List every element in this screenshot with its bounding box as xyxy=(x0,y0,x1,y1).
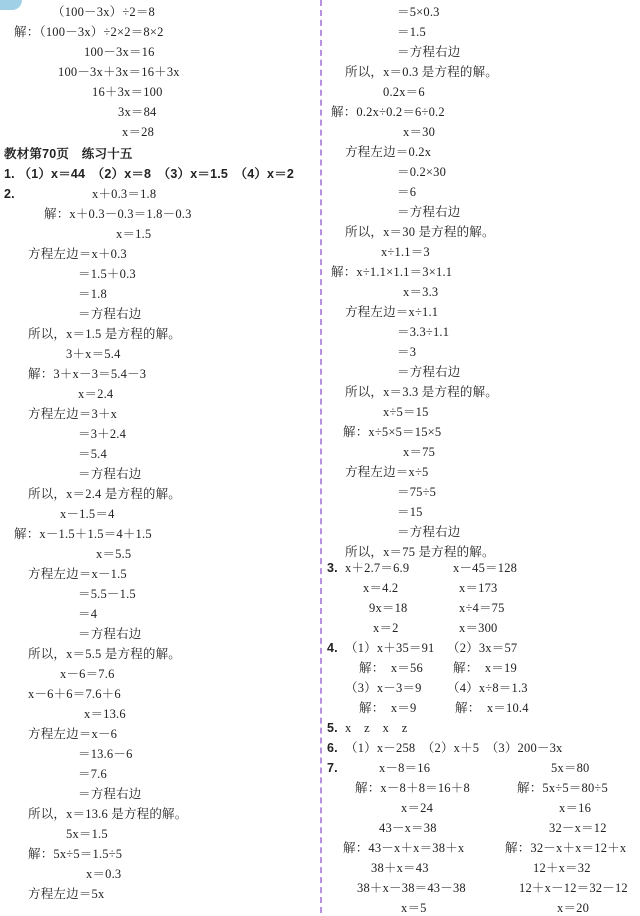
right-column-line: ＝5×0.3 xyxy=(397,5,440,19)
right-column-line: （3）x－3＝9 xyxy=(345,681,422,695)
left-column-line: x＝0.3 xyxy=(86,867,122,881)
right-column-line: 38＋x＝43 xyxy=(371,861,429,875)
left-column-line: ＝5.4 xyxy=(78,447,107,461)
left-column-line: 所以，x＝13.6 是方程的解。 xyxy=(28,807,188,821)
left-column-line: ＝方程右边 xyxy=(78,787,142,801)
right-column-line: x＝4.2 xyxy=(363,581,399,595)
left-column-line: 方程左边＝x＋0.3 xyxy=(28,247,127,261)
right-column-line: x＝30 xyxy=(403,125,436,139)
right-column-line: ＝3.3÷1.1 xyxy=(397,325,450,339)
right-column-line: （1）x＋35＝91 xyxy=(345,641,435,655)
right-column-line: x÷4＝75 xyxy=(459,601,505,615)
left-column-line: 所以，x＝2.4 是方程的解。 xyxy=(28,487,182,501)
right-column-line: 12＋x＝32 xyxy=(533,861,591,875)
left-column-line: x＝13.6 xyxy=(84,707,126,721)
left-column-line: ＝5.5－1.5 xyxy=(78,587,136,601)
left-column-line: x＝1.5 xyxy=(116,227,152,241)
right-column-line: ＝方程右边 xyxy=(397,45,461,59)
right-column-line: 所以，x＝3.3 是方程的解。 xyxy=(345,385,499,399)
left-column-line: ＝1.8 xyxy=(78,287,107,301)
left-column-line: 16＋3x＝100 xyxy=(92,85,163,99)
left-column-line: 2. xyxy=(4,187,15,201)
left-column-line: x－6＝7.6 xyxy=(60,667,115,681)
right-column-line: ＝75÷5 xyxy=(397,485,437,499)
left-column-line: x－6＋6＝7.6＋6 xyxy=(28,687,121,701)
left-column-line: 方程左边＝x－1.5 xyxy=(28,567,127,581)
left-column-line: ＝3＋2.4 xyxy=(78,427,127,441)
right-column-line: 解： x＝10.4 xyxy=(455,701,529,715)
right-column-line: 43－x＝38 xyxy=(379,821,437,835)
right-column-line: x＝16 xyxy=(559,801,592,815)
right-column-line: 解： x＝19 xyxy=(453,661,517,675)
left-column-line: （100－3x）÷2＝8 xyxy=(52,5,156,19)
right-column-line: 解：x÷1.1×1.1＝3×1.1 xyxy=(331,265,453,279)
right-column-line: x＋2.7＝6.9 xyxy=(345,561,410,575)
right-column-line: 方程左边＝x÷5 xyxy=(345,465,429,479)
right-column-line: 所以，x＝30 是方程的解。 xyxy=(345,225,495,239)
right-column-line: x－8＝16 xyxy=(379,761,431,775)
right-column-line: 解：43－x＋x＝38＋x xyxy=(343,841,465,855)
right-column-line: ＝方程右边 xyxy=(397,205,461,219)
right-column-line: x＝75 xyxy=(403,445,436,459)
right-column-line: 12＋x－12＝32－12 xyxy=(519,881,628,895)
left-column-line: 5x＝1.5 xyxy=(66,827,108,841)
left-column-line: 方程左边＝3＋x xyxy=(28,407,118,421)
left-column-line: 3＋x＝5.4 xyxy=(66,347,121,361)
right-column-line: 5. xyxy=(327,721,338,735)
right-column-line: 方程左边＝0.2x xyxy=(345,145,432,159)
left-column-line: 3x＝84 xyxy=(118,105,157,119)
left-column-line: 100－3x＝16 xyxy=(84,45,155,59)
right-column-line: 解：x－8＋8＝16＋8 xyxy=(355,781,470,795)
right-column-line: 7. xyxy=(327,761,338,775)
left-column-line: 100－3x＋3x＝16＋3x xyxy=(58,65,180,79)
column-divider xyxy=(320,0,322,913)
left-column-line: 解：3＋x－3＝5.4－3 xyxy=(28,367,147,381)
left-column-line: x＋0.3＝1.8 xyxy=(92,187,157,201)
right-column-line: 所以，x＝0.3 是方程的解。 xyxy=(345,65,499,79)
right-column-line: x z x z xyxy=(345,721,408,735)
right-column-line: 5x＝80 xyxy=(551,761,590,775)
right-column-line: x＝300 xyxy=(459,621,498,635)
right-column-line: 解：0.2x÷0.2＝6÷0.2 xyxy=(331,105,445,119)
left-column-line: x－1.5＝4 xyxy=(60,507,115,521)
left-column-line: 1. （1）x＝44 （2）x＝8 （3）x＝1.5 （4）x＝2 xyxy=(4,167,295,181)
left-column-line: ＝4 xyxy=(78,607,98,621)
right-column-line: 解： x＝56 xyxy=(359,661,423,675)
right-column-line: 32－x＝12 xyxy=(549,821,607,835)
left-column-line: ＝方程右边 xyxy=(78,307,142,321)
left-column-line: ＝7.6 xyxy=(78,767,107,781)
right-column-line: 38＋x－38＝43－38 xyxy=(357,881,466,895)
right-column-line: 解： x＝9 xyxy=(359,701,417,715)
right-column-line: 解：32－x＋x＝12＋x xyxy=(505,841,627,855)
left-column-line: x＝5.5 xyxy=(96,547,132,561)
left-column-line: 解：（100－3x）÷2×2＝8×2 xyxy=(14,25,164,39)
right-column-line: 6. xyxy=(327,741,338,755)
right-column-line: （2）3x＝57 xyxy=(447,641,518,655)
right-column-line: ＝方程右边 xyxy=(397,525,461,539)
right-column-line: （1）x－258 （2）x＋5 （3）200－3x xyxy=(345,741,563,755)
right-column-line: 解：x÷5×5＝15×5 xyxy=(343,425,442,439)
right-column-line: 4. xyxy=(327,641,338,655)
right-column-line: x÷5＝15 xyxy=(383,405,429,419)
left-column-line: x＝2.4 xyxy=(78,387,114,401)
right-column-line: x＝2 xyxy=(373,621,399,635)
right-column-line: x＝24 xyxy=(401,801,434,815)
right-column-line: ＝6 xyxy=(397,185,417,199)
left-column-line: ＝方程右边 xyxy=(78,627,142,641)
right-column-line: x÷1.1＝3 xyxy=(381,245,430,259)
left-column-line: 解：x－1.5＋1.5＝4＋1.5 xyxy=(14,527,152,541)
right-column-line: x－45＝128 xyxy=(453,561,518,575)
right-column-line: ＝1.5 xyxy=(397,25,426,39)
left-column-line: ＝13.6－6 xyxy=(78,747,133,761)
right-column-line: ＝15 xyxy=(397,505,423,519)
left-column-line: ＝1.5＋0.3 xyxy=(78,267,136,281)
left-column-line: x＝28 xyxy=(122,125,155,139)
right-column-line: 解：5x÷5＝80÷5 xyxy=(517,781,608,795)
left-column-line: 解：x＋0.3－0.3＝1.8－0.3 xyxy=(44,207,192,221)
right-column-line: 所以，x＝75 是方程的解。 xyxy=(345,545,495,559)
right-column-line: 方程左边＝x÷1.1 xyxy=(345,305,439,319)
left-column-line: ＝方程右边 xyxy=(78,467,142,481)
left-column-line: 所以，x＝5.5 是方程的解。 xyxy=(28,647,182,661)
right-column-line: x＝173 xyxy=(459,581,498,595)
right-column-line: ＝3 xyxy=(397,345,417,359)
left-column-line: 解：5x÷5＝1.5÷5 xyxy=(28,847,123,861)
left-column-line: 方程左边＝5x xyxy=(28,887,105,901)
right-column-line: 3. xyxy=(327,561,338,575)
right-column-line: x＝20 xyxy=(557,901,590,915)
right-column-line: ＝方程右边 xyxy=(397,365,461,379)
left-column-line: 方程左边＝x－6 xyxy=(28,727,118,741)
left-column-line: 教材第70页 练习十五 xyxy=(4,147,133,161)
right-column-line: x＝3.3 xyxy=(403,285,439,299)
right-column-line: （4）x÷8＝1.3 xyxy=(447,681,528,695)
right-column-line: x＝5 xyxy=(401,901,427,915)
right-column-line: 9x＝18 xyxy=(369,601,408,615)
right-column xyxy=(323,0,639,913)
left-column-line: 所以，x＝1.5 是方程的解。 xyxy=(28,327,182,341)
left-column xyxy=(0,0,316,913)
right-column-line: ＝0.2×30 xyxy=(397,165,447,179)
right-column-line: 0.2x＝6 xyxy=(383,85,425,99)
